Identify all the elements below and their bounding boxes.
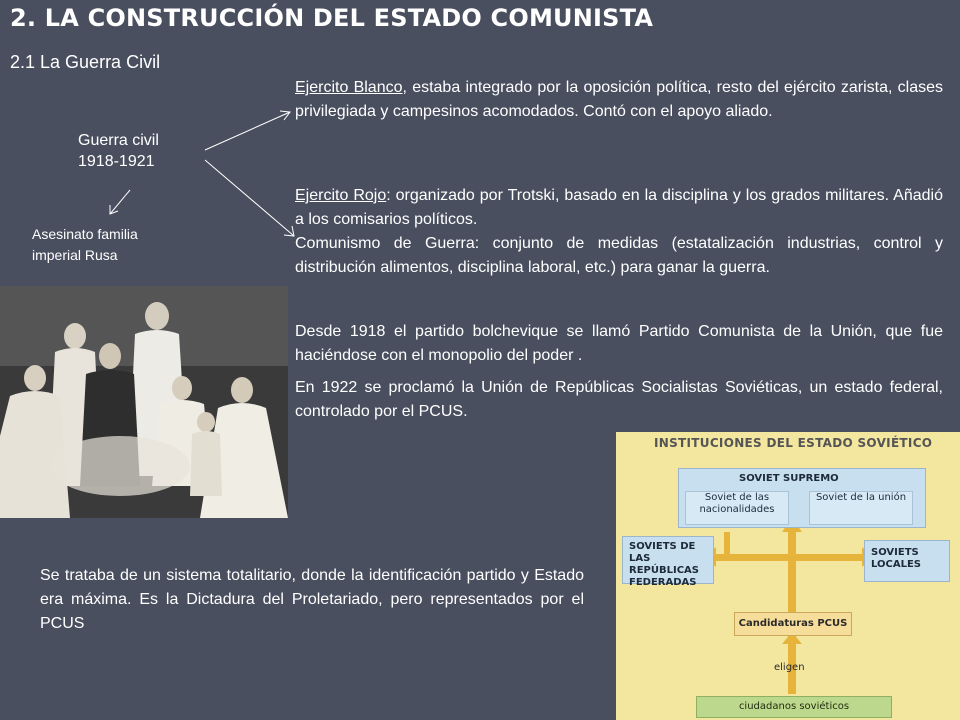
red-army-paragraph	[295, 184, 943, 232]
white-army-text: , estaba integrado por la oposición política, resto del ejército zarista, clases privilegiada y campesinos acomodados. Contó con el apoyo aliado.	[295, 79, 944, 120]
assassination-line-2: imperial Rusa	[32, 247, 118, 263]
assassination-line-1: Asesinato familia	[32, 226, 138, 242]
arrow-to-assassination	[110, 190, 130, 214]
photo-figures	[0, 286, 288, 518]
soviet-nationalities-box: Soviet de las nacionalidades	[685, 491, 789, 525]
war-communism-paragraph: Comunismo de Guerra: conjunto de medidas (estatalización industrias, control y distribución alimentos, disciplina laboral, etc.) para ganar la guerra.	[295, 235, 943, 276]
slide-title: 2. LA CONSTRUCCIÓN DEL ESTADO COMUNISTA	[10, 4, 654, 32]
white-army-term: Ejercito Blanco	[295, 79, 403, 96]
party-name-paragraph: Desde 1918 el partido bolchevique se llamó Partido Comunista de la Unión, que fue haciéndose con el monopolio del poder .	[295, 323, 943, 364]
arrow-to-white-army	[205, 112, 290, 150]
soviets-local-box: SOVIETS LOCALES	[864, 540, 950, 582]
soviet-supremo-box	[678, 468, 926, 528]
white-army-paragraph	[295, 76, 943, 124]
pcus-candidates-box: Candidaturas PCUS	[734, 612, 852, 636]
romanov-family-photo	[0, 286, 288, 518]
red-army-term: Ejercito Rojo	[295, 187, 387, 204]
civil-war-years: 1918-1921	[78, 153, 155, 170]
totalitarian-paragraph: Se trataba de un sistema totalitario, donde la identificación partido y Estado era máxima. Es la Dictadura del Proletariado, pero representados por el PCUS	[40, 567, 584, 632]
soviets-federated-republics-box: SOVIETS DE LAS REPÚBLICAS FEDERADAS	[622, 536, 714, 584]
soviet-supremo-label: SOVIET SUPREMO	[739, 473, 839, 484]
soviet-institutions-diagram	[616, 432, 960, 720]
ussr-paragraph: En 1922 se proclamó la Unión de Repúblicas Socialistas Soviéticas, un estado federal, controlado por el PCUS.	[295, 379, 943, 420]
civil-war-title: Guerra civil	[78, 132, 159, 149]
elect-label: eligen	[774, 662, 805, 673]
soviet-citizens-box: ciudadanos soviéticos	[696, 696, 892, 718]
diagram-title: INSTITUCIONES DEL ESTADO SOVIÉTICO	[654, 436, 933, 450]
slide-subtitle: 2.1 La Guerra Civil	[10, 52, 161, 72]
red-army-text: : organizado por Trotski, basado en la disciplina y los grados militares. Añadió a los comisarios políticos.	[295, 187, 944, 228]
arrow-to-red-army	[205, 160, 294, 236]
soviet-union-box: Soviet de la unión	[809, 491, 913, 525]
